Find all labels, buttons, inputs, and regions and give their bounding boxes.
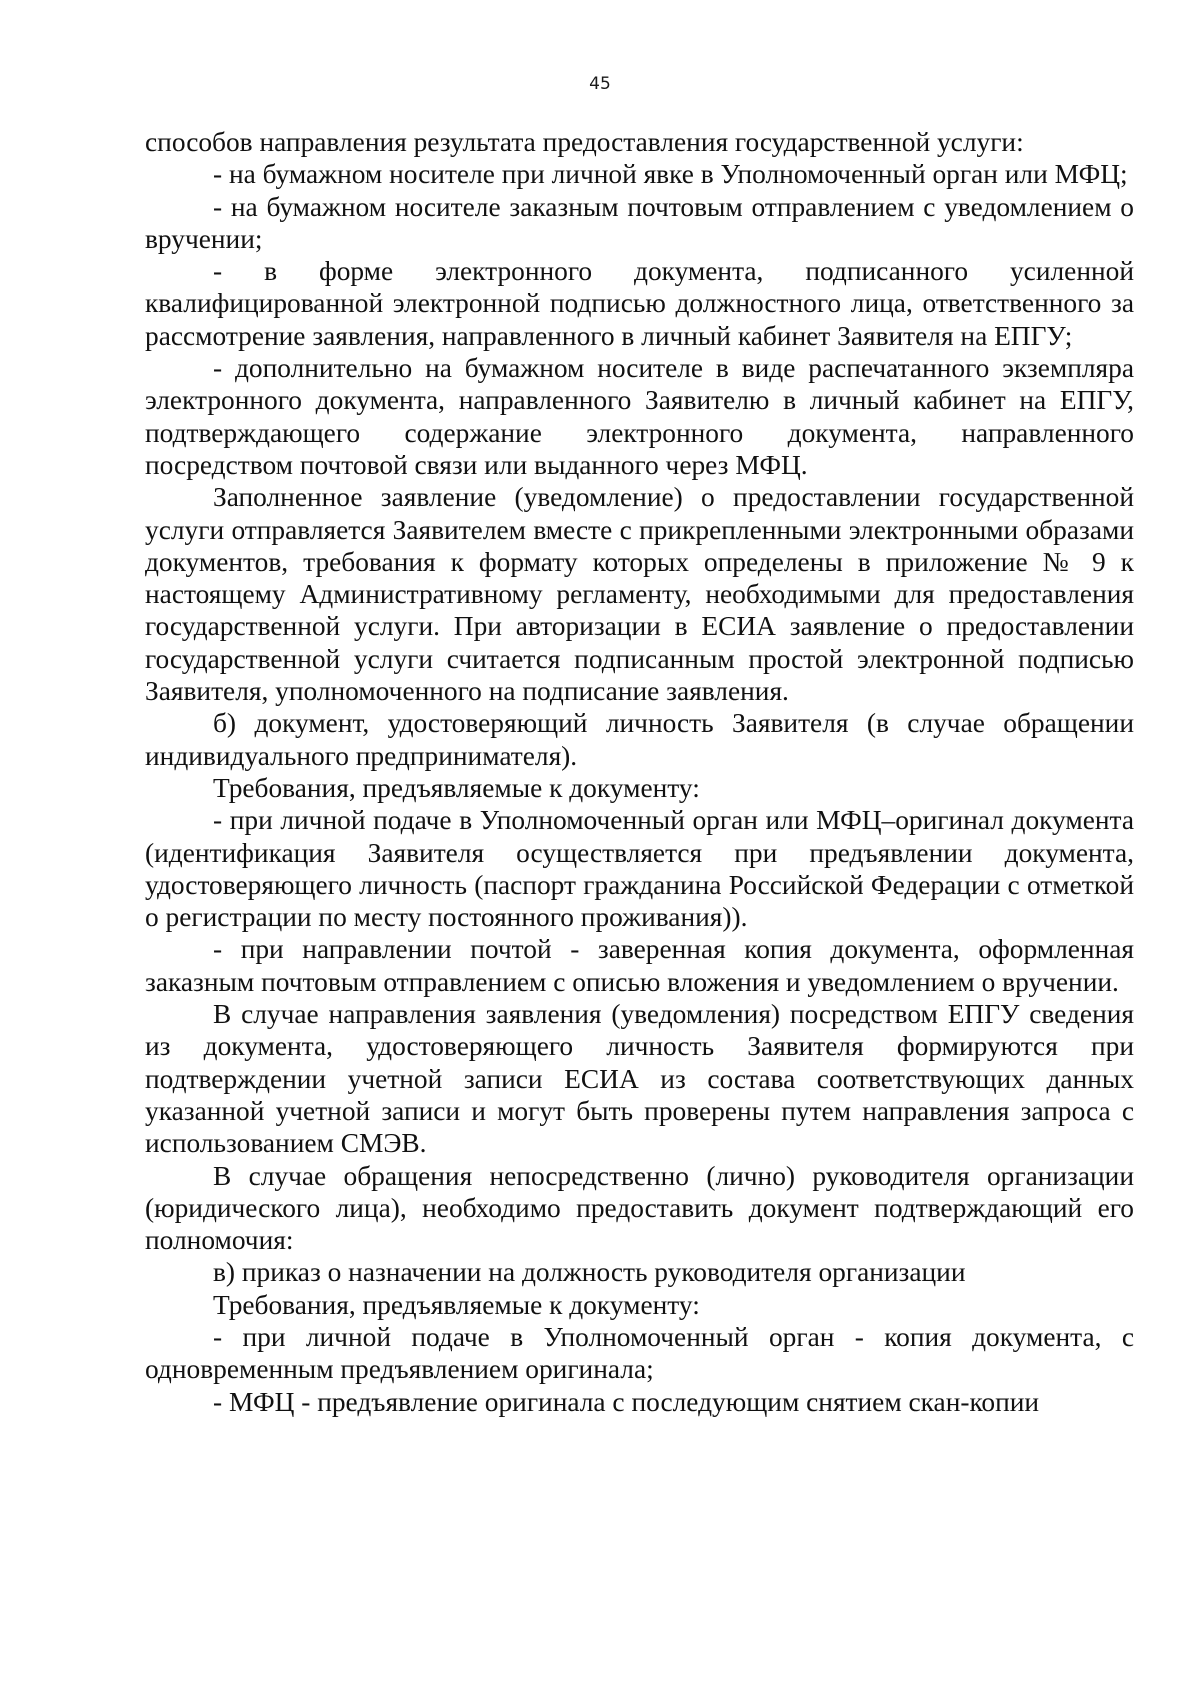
paragraph-requirements-heading: Требования, предъявляемые к документу: [213,772,700,803]
list-item-mfc-scan: - МФЦ - предъявление оригинала с последующим снятием скан-копии [213,1386,1040,1417]
list-item-personal-copy: - при личной подаче в Уполномоченный орган - копия документа, с одновременным предъявлением оригинала; [145,1321,1134,1385]
paragraph-requirements-heading-2: Требования, предъявляемые к документу: [213,1289,700,1320]
document-body [145,126,1134,1418]
paragraph-application-submission: Заполненное заявление (уведомление) о предоставлении государственной услуги отправляется Заявителем вместе с прикрепленными электронными образами документов, требования к формату которых определены в приложение № 9 к настоящему Административному регламенту, необходимыми для предоставления государственной услуги. При авторизации в ЕСИА заявление о предоставлении государственной услуги считается подписанным простой электронной подписью Заявителя, уполномоченного на подписание заявления. [145,482,1134,707]
paragraph-appointment-order: в) приказ о назначении на должность руководителя организации [213,1257,966,1288]
list-item-mail-submission: - при направлении почтой - заверенная копия документа, оформленная заказным почтовым отправлением с описью вложения и уведомлением о вручении. [145,934,1134,997]
list-item-electronic-document: - в форме электронного документа, подписанного усиленной квалифицированной электронной подписью должностного лица, ответственного за рассмотрение заявления, направленного в личный кабинет Заявителя на ЕПГУ; [145,256,1134,351]
list-item-paper-in-person: - на бумажном носителе при личной явке в Уполномоченный орган или МФЦ; [213,159,1128,190]
list-item-paper-printout: - дополнительно на бумажном носителе в виде распечатанного экземпляра электронного документа, направленного Заявителю в личный кабинет на ЕПГУ, подтверждающего содержание электронного документа, направленного посредством почтовой связи или выданного через МФЦ. [145,353,1134,480]
paragraph-identity-document: б) документ, удостоверяющий личность Заявителя (в случае обращении индивидуального предпринимателя). [145,708,1134,771]
paragraph-organization-head: В случае обращения непосредственно (лично) руководителя организации (юридического лица), необходимо предоставить документ подтверждающий его полномочия: [145,1160,1134,1256]
page-number: 45 [589,74,611,94]
paragraph-continuation: способов направления результата предоставления государственной услуги: [145,127,1024,157]
list-item-personal-submission: - при личной подаче в Уполномоченный орган или МФЦ–оригинал документа (идентификация Заявителя осуществляется при предъявлении документа, удостоверяющего личность (паспорт гражданина Российской Федерации с отметкой о регистрации по месту постоянного проживания)). [145,805,1134,933]
paragraph-epgu-submission: В случае направления заявления (уведомления) посредством ЕПГУ сведения из документа, удостоверяющего личность Заявителя формируются при подтверждении учетной записи ЕСИА из состава соответствующих данных указанной учетной записи и могут быть проверены путем направления запроса с использованием СМЭВ. [145,999,1134,1159]
list-item-paper-registered-mail: - на бумажном носителе заказным почтовым отправлением с уведомлением о вручении; [145,191,1134,254]
